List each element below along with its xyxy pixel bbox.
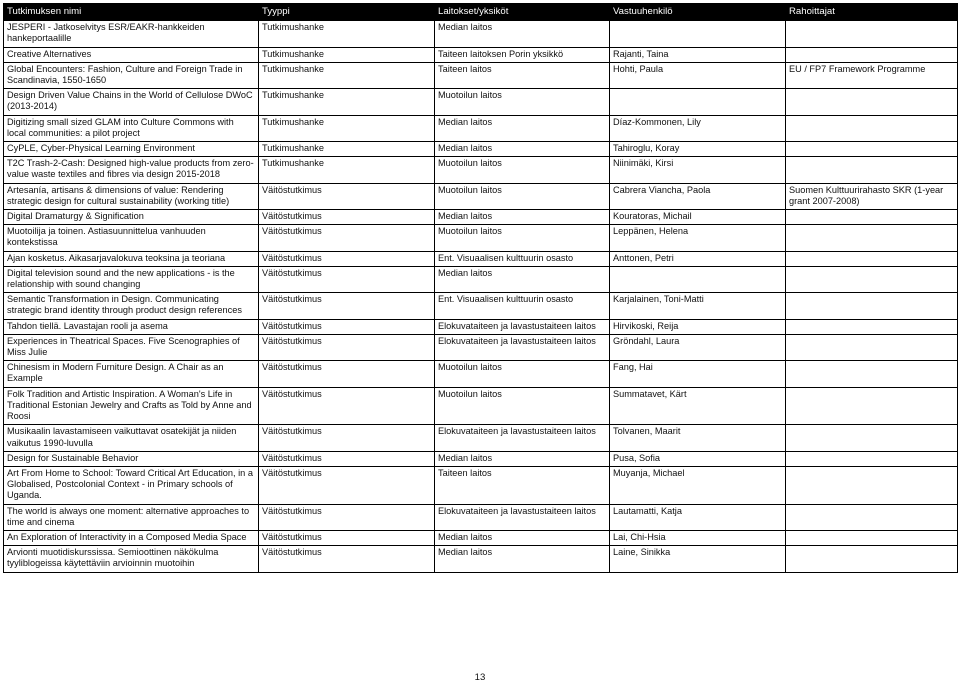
cell-responsible-person: Fang, Hai <box>610 361 786 387</box>
cell-project-name: Folk Tradition and Artistic Inspiration. A Woman's Life in Traditional Estonian Jewelry and Crafts as Told by Anne and Roosi <box>4 387 259 425</box>
cell-type: Tutkimushanke <box>259 142 435 157</box>
cell-funders <box>786 504 958 530</box>
cell-type: Väitöstutkimus <box>259 504 435 530</box>
cell-type: Tutkimushanke <box>259 21 435 47</box>
cell-responsible-person: Summatavet, Kärt <box>610 387 786 425</box>
cell-responsible-person: Muyanja, Michael <box>610 466 786 504</box>
table-row <box>4 251 958 266</box>
table-header <box>4 4 958 21</box>
cell-department: Muotoilun laitos <box>435 183 610 209</box>
cell-funders <box>786 225 958 251</box>
cell-responsible-person: Hirvikoski, Reija <box>610 319 786 334</box>
table-row <box>4 183 958 209</box>
cell-responsible-person: Leppänen, Helena <box>610 225 786 251</box>
cell-department: Median laitos <box>435 142 610 157</box>
cell-project-name: Creative Alternatives <box>4 47 259 62</box>
cell-project-name: Digital television sound and the new applications - is the relationship with sound changing <box>4 266 259 292</box>
cell-department: Median laitos <box>435 546 610 572</box>
column-header-project-name: Tutkimuksen nimi <box>4 4 259 21</box>
cell-type: Väitöstutkimus <box>259 225 435 251</box>
cell-department: Median laitos <box>435 210 610 225</box>
cell-project-name: Chinesism in Modern Furniture Design. A Chair as an Example <box>4 361 259 387</box>
cell-project-name: Digital Dramaturgy & Signification <box>4 210 259 225</box>
cell-responsible-person: Kouratoras, Michail <box>610 210 786 225</box>
cell-department: Muotoilun laitos <box>435 387 610 425</box>
cell-funders <box>786 157 958 183</box>
cell-funders <box>786 21 958 47</box>
column-header-department: Laitokset/yksiköt <box>435 4 610 21</box>
cell-project-name: Global Encounters: Fashion, Culture and Foreign Trade in Scandinavia, 1550-1650 <box>4 62 259 88</box>
cell-funders <box>786 319 958 334</box>
cell-responsible-person: Pusa, Sofia <box>610 451 786 466</box>
cell-project-name: Musikaalin lavastamiseen vaikuttavat osatekijät ja niiden vaikutus 1990-luvulla <box>4 425 259 451</box>
cell-funders <box>786 266 958 292</box>
cell-funders <box>786 451 958 466</box>
cell-department: Median laitos <box>435 530 610 545</box>
cell-responsible-person <box>610 266 786 292</box>
cell-type: Väitöstutkimus <box>259 210 435 225</box>
cell-responsible-person: Hohti, Paula <box>610 62 786 88</box>
cell-responsible-person <box>610 89 786 115</box>
cell-department: Elokuvataiteen ja lavastustaiteen laitos <box>435 319 610 334</box>
column-header-funders: Rahoittajat <box>786 4 958 21</box>
research-projects-table <box>3 3 958 573</box>
cell-department: Elokuvataiteen ja lavastustaiteen laitos <box>435 504 610 530</box>
cell-type: Väitöstutkimus <box>259 425 435 451</box>
cell-department: Median laitos <box>435 451 610 466</box>
column-header-responsible-person: Vastuuhenkilö <box>610 4 786 21</box>
cell-type: Väitöstutkimus <box>259 183 435 209</box>
column-header-type: Tyyppi <box>259 4 435 21</box>
cell-funders <box>786 89 958 115</box>
cell-project-name: Design for Sustainable Behavior <box>4 451 259 466</box>
cell-department: Muotoilun laitos <box>435 361 610 387</box>
cell-funders <box>786 47 958 62</box>
cell-type: Tutkimushanke <box>259 62 435 88</box>
cell-type: Väitöstutkimus <box>259 466 435 504</box>
cell-project-name: An Exploration of Interactivity in a Composed Media Space <box>4 530 259 545</box>
table-row <box>4 115 958 141</box>
cell-responsible-person: Tolvanen, Maarit <box>610 425 786 451</box>
cell-project-name: Experiences in Theatrical Spaces. Five Scenographies of Miss Julie <box>4 334 259 360</box>
cell-responsible-person: Niinimäki, Kirsi <box>610 157 786 183</box>
cell-type: Tutkimushanke <box>259 89 435 115</box>
cell-type: Väitöstutkimus <box>259 546 435 572</box>
cell-department: Elokuvataiteen ja lavastustaiteen laitos <box>435 334 610 360</box>
table-row <box>4 89 958 115</box>
cell-responsible-person: Gröndahl, Laura <box>610 334 786 360</box>
cell-department: Median laitos <box>435 115 610 141</box>
cell-type: Tutkimushanke <box>259 157 435 183</box>
cell-project-name: Art From Home to School: Toward Critical Art Education, in a Globalised, Postcolonial Context - in Primary schools of Uganda. <box>4 466 259 504</box>
cell-responsible-person <box>610 21 786 47</box>
cell-funders <box>786 334 958 360</box>
cell-department: Taiteen laitos <box>435 466 610 504</box>
cell-department: Ent. Visuaalisen kulttuurin osasto <box>435 251 610 266</box>
table-row <box>4 387 958 425</box>
cell-project-name: Muotoilija ja toinen. Astiasuunnittelua vanhuuden kontekstissa <box>4 225 259 251</box>
table-row <box>4 361 958 387</box>
cell-responsible-person: Lai, Chi-Hsia <box>610 530 786 545</box>
cell-responsible-person: Rajanti, Taina <box>610 47 786 62</box>
table-row <box>4 142 958 157</box>
cell-department: Elokuvataiteen ja lavastustaiteen laitos <box>435 425 610 451</box>
cell-funders <box>786 466 958 504</box>
cell-department: Muotoilun laitos <box>435 89 610 115</box>
cell-type: Tutkimushanke <box>259 47 435 62</box>
cell-type: Väitöstutkimus <box>259 293 435 319</box>
cell-funders <box>786 546 958 572</box>
cell-responsible-person: Tahiroglu, Koray <box>610 142 786 157</box>
cell-type: Väitöstutkimus <box>259 361 435 387</box>
cell-project-name: Digitizing small sized GLAM into Culture Commons with local communities: a pilot project <box>4 115 259 141</box>
cell-project-name: T2C Trash-2-Cash: Designed high-value products from zero-value waste textiles and fibres via design 2015-2018 <box>4 157 259 183</box>
table-row <box>4 293 958 319</box>
cell-responsible-person: Lautamatti, Katja <box>610 504 786 530</box>
cell-type: Väitöstutkimus <box>259 266 435 292</box>
table-row <box>4 319 958 334</box>
cell-project-name: Semantic Transformation in Design. Communicating strategic brand identity through product design references <box>4 293 259 319</box>
cell-funders <box>786 361 958 387</box>
header-row <box>4 4 958 21</box>
cell-department: Muotoilun laitos <box>435 157 610 183</box>
cell-type: Väitöstutkimus <box>259 451 435 466</box>
table-row <box>4 546 958 572</box>
table-row <box>4 466 958 504</box>
table-body <box>4 21 958 572</box>
cell-type: Väitöstutkimus <box>259 319 435 334</box>
table-row <box>4 62 958 88</box>
cell-department: Median laitos <box>435 266 610 292</box>
cell-project-name: Ajan kosketus. Aikasarjavalokuva teoksina ja teoriana <box>4 251 259 266</box>
cell-responsible-person: Anttonen, Petri <box>610 251 786 266</box>
cell-funders <box>786 387 958 425</box>
cell-type: Väitöstutkimus <box>259 387 435 425</box>
table-row <box>4 210 958 225</box>
cell-project-name: Artesanía, artisans & dimensions of value: Rendering strategic design for cultural sustainability (working title) <box>4 183 259 209</box>
cell-funders <box>786 210 958 225</box>
cell-department: Muotoilun laitos <box>435 225 610 251</box>
cell-type: Väitöstutkimus <box>259 251 435 266</box>
table-row <box>4 47 958 62</box>
cell-department: Ent. Visuaalisen kulttuurin osasto <box>435 293 610 319</box>
cell-project-name: Design Driven Value Chains in the World of Cellulose DWoC (2013-2014) <box>4 89 259 115</box>
cell-type: Tutkimushanke <box>259 115 435 141</box>
cell-funders <box>786 115 958 141</box>
table-row <box>4 266 958 292</box>
table-row <box>4 21 958 47</box>
cell-project-name: CyPLE, Cyber-Physical Learning Environment <box>4 142 259 157</box>
cell-responsible-person: Karjalainen, Toni-Matti <box>610 293 786 319</box>
cell-funders: Suomen Kulttuurirahasto SKR (1-year grant 2007-2008) <box>786 183 958 209</box>
cell-type: Väitöstutkimus <box>259 530 435 545</box>
cell-funders <box>786 425 958 451</box>
table-row <box>4 425 958 451</box>
cell-department: Taiteen laitoksen Porin yksikkö <box>435 47 610 62</box>
cell-type: Väitöstutkimus <box>259 334 435 360</box>
table-row <box>4 451 958 466</box>
table-row <box>4 504 958 530</box>
page-number: 13 <box>474 672 486 683</box>
cell-funders <box>786 530 958 545</box>
cell-responsible-person: Díaz-Kommonen, Lily <box>610 115 786 141</box>
cell-project-name: Tahdon tiellä. Lavastajan rooli ja asema <box>4 319 259 334</box>
cell-funders <box>786 142 958 157</box>
table-row <box>4 225 958 251</box>
cell-responsible-person: Laine, Sinikka <box>610 546 786 572</box>
table-row <box>4 157 958 183</box>
cell-project-name: The world is always one moment: alternative approaches to time and cinema <box>4 504 259 530</box>
cell-project-name: JESPERI - Jatkoselvitys ESR/EAKR-hankkeiden hankeportaalille <box>4 21 259 47</box>
cell-department: Median laitos <box>435 21 610 47</box>
cell-project-name: Arvionti muotidiskurssissa. Semioottinen näkökulma tyyliblogeissa käytettäviin arvioinnin muotoihin <box>4 546 259 572</box>
cell-responsible-person: Cabrera Viancha, Paola <box>610 183 786 209</box>
cell-funders <box>786 293 958 319</box>
table-row <box>4 530 958 545</box>
cell-funders: EU / FP7 Framework Programme <box>786 62 958 88</box>
cell-funders <box>786 251 958 266</box>
table-row <box>4 334 958 360</box>
cell-department: Taiteen laitos <box>435 62 610 88</box>
